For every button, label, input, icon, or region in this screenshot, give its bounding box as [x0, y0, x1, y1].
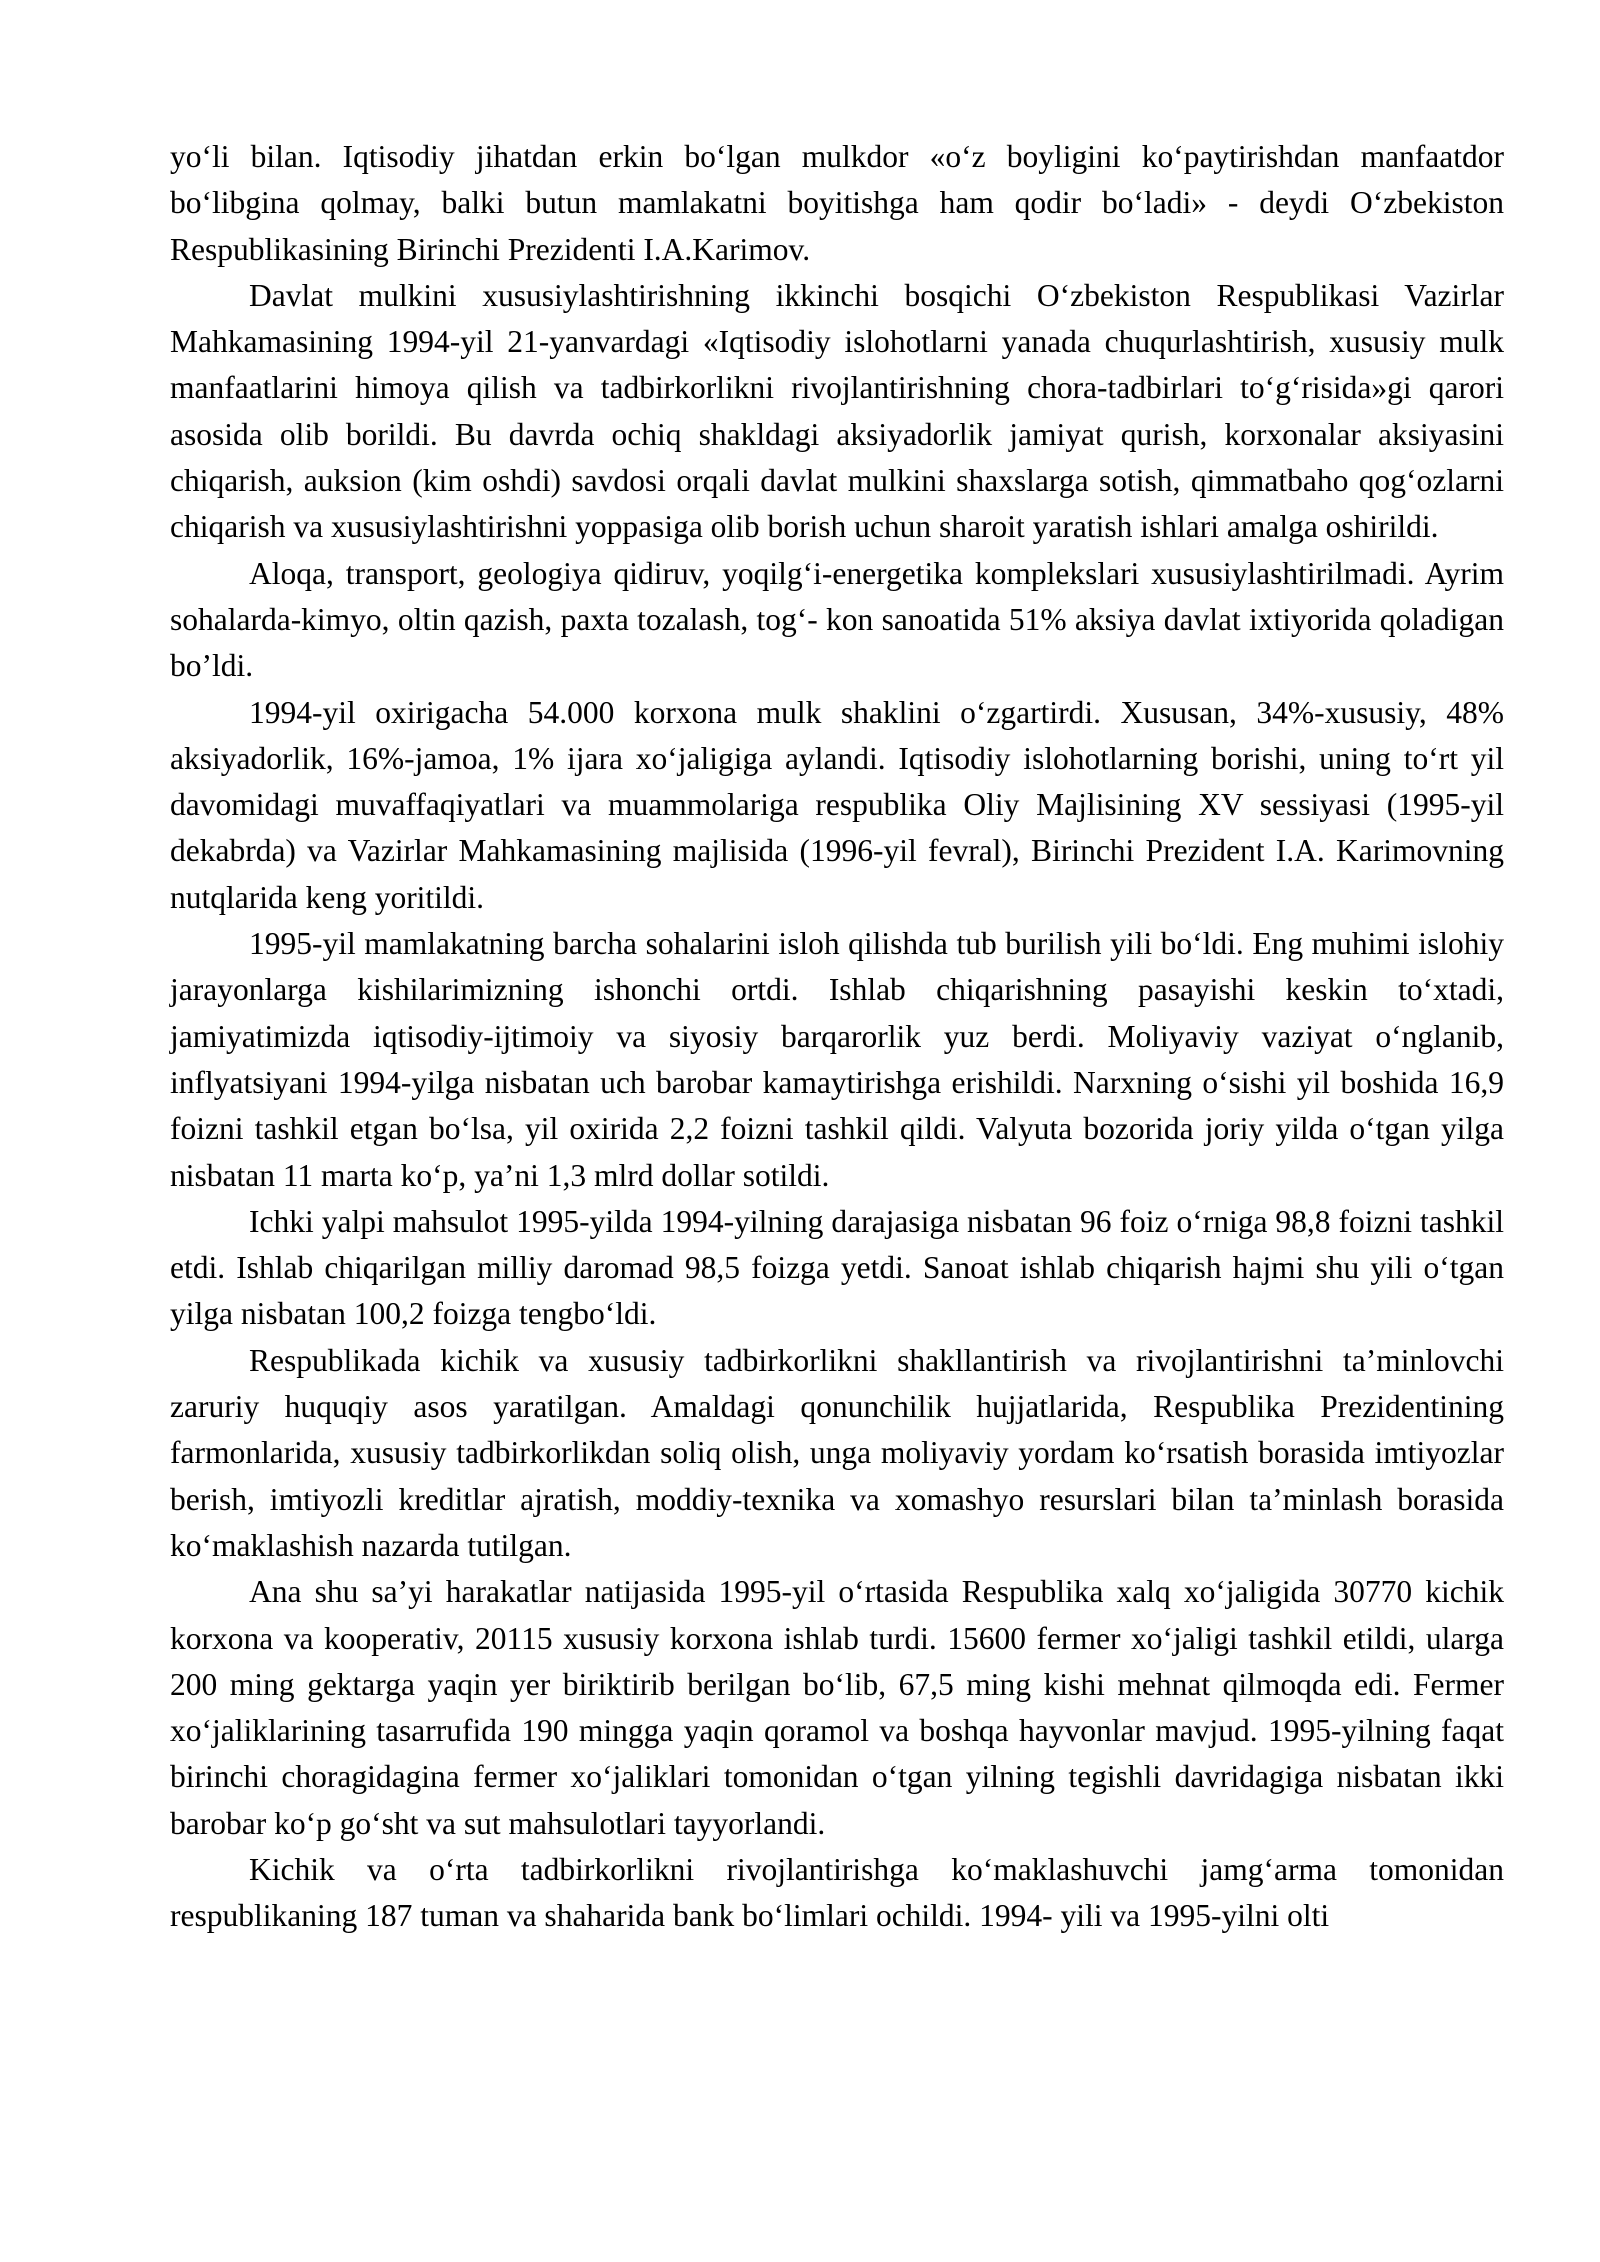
paragraph-gdp-1995: Ichki yalpi mahsulot 1995-yilda 1994-yilning darajasiga nisbatan 96 foiz o‘rniga 98,8 foizni tashkil etdi. Ishlab chiqarilgan milliy daromad 98,5 foizga yetdi. Sanoat ishlab chiqarish hajmi shu yili o‘tgan yilga nisbatan 100,2 foizga tengbo‘ldi. [170, 1203, 1504, 1332]
paragraph-support-fund: Kichik va o‘rta tadbirkorlikni rivojlantirishga ko‘maklashuvchi jamg‘arma tomonidan respublikaning 187 tuman va shaharida bank bo‘limlari ochildi. 1994- yili va 1995-yilni olti [170, 1851, 1504, 1934]
paragraph-continuation: yo‘li bilan. Iqtisodiy jihatdan erkin bo‘lgan mulkdor «o‘z boyligini ko‘paytirishdan manfaatdor bo‘libgina qolmay, balki butun mamlakatni boyitishga ham qodir bo‘ladi» - deydi O‘zbekiston Respublikasining Birinchi Prezidenti I.A.Karimov. [170, 139, 1504, 267]
paragraph-small-business-results: Ana shu sa’yi harakatlar natijasida 1995-yil o‘rtasida Respublika xalq xo‘jaligida 30770 kichik korxona va kooperativ, 20115 xususiy korxona ishlab turdi. 15600 fermer xo‘jaligi tashkil etildi, ularga 200 ming gektarga yaqin yer biriktirib berilgan bo‘lib, 67,5 ming kishi mehnat qilmoqda edi. Fermer xo‘jaliklarining tasarrufida 190 mingga yaqin qoramol va boshqa hayvonlar mavjud. 1995-yilning faqat birinchi choragidagina fermer xo‘jaliklari tomonidan o‘tgan yilning tegishli davridagiga nisbatan ikki barobar ko‘p go‘sht va sut mahsulotlari tayyorlandi. [170, 1574, 1504, 1841]
paragraph-legal-basis: Respublikada kichik va xususiy tadbirkorlikni shakllantirish va rivojlantirishni ta’minlovchi zaruriy huquqiy asos yaratilgan. Amaldagi qonunchilik hujjatlarida, Respublika Prezidentining farmonlarida, xususiy tadbirkorlikdan soliq olish, unga moliyaviy yordam ko‘rsatish borasida imtiyozlar berish, imtiyozli kreditlar ajratish, moddiy-texnika va xomashyo resurslari bilan ta’minlash borasida ko‘maklashish nazarda tutilgan. [170, 1342, 1504, 1563]
paragraph-privatization-second-stage: Davlat mulkini xususiylashtirishning ikkinchi bosqichi O‘zbekiston Respublikasi Vazirlar Mahkamasining 1994-yil 21-yanvardagi «Iqtisodiy islohotlarni yanada chuqurlashtirish, xususiy mulk manfaatlarini himoya qilish va tadbirkorlikni rivojlantirishning chora-tadbirlari to‘g‘risida»gi qarori asosida olib borildi. Bu davrda ochiq shakldagi aksiyadorlik jamiyat qurish, korxonalar aksiyasini chiqarish, auksion (kim oshdi) savdosi orqali davlat mulkini shaxslarga sotish, qimmatbaho qog‘ozlarni chiqarish va xususiylashtirishni yoppasiga olib borish uchun sharoit yaratish ishlari amalga oshirildi. [170, 277, 1504, 545]
paragraph-1995-turning-point: 1995-yil mamlakatning barcha sohalarini isloh qilishda tub burilish yili bo‘ldi. Eng muhimi islohiy jarayonlarga kishilarimizning ishonchi ortdi. Ishlab chiqarishning pasayishi keskin to‘xtadi, jamiyatimizda iqtisodiy-ijtimoiy va siyosiy barqarorlik yuz berdi. Moliyaviy vaziyat o‘nglanib, inflyatsiyani 1994-yilga nisbatan uch barobar kamaytirishga erishildi. Narxning o‘sishi yil boshida 16,9 foizni tashkil etgan bo‘lsa, yil oxirida 2,2 foizni tashkil qildi. Valyuta bozorida joriy yilda o‘tgan yilga nisbatan 11 marta ko‘p, ya’ni 1,3 mlrd dollar sotildi. [170, 926, 1504, 1193]
paragraph-non-privatized-sectors: Aloqa, transport, geologiya qidiruv, yoqilg‘i-energetika komplekslari xususiylashtirilmadi. Ayrim sohalarda-kimyo, oltin qazish, paxta tozalash, tog‘- kon sanoatida 51% aksiya davlat ixtiyorida qoladigan bo’ldi. [170, 555, 1504, 684]
paragraph-1994-ownership-change: 1994-yil oxirigacha 54.000 korxona mulk shaklini o‘zgartirdi. Xususan, 34%-xususiy, 48% aksiyadorlik, 16%-jamoa, 1% ijara xo‘jaligiga aylandi. Iqtisodiy islohotlarning borishi, uning to‘rt yil davomidagi muvaffaqiyatlari va muammolariga respublika Oliy Majlisining XV sessiyasi (1995-yil dekabrda) va Vazirlar Mahkamasining majlisida (1996-yil fevral), Birinchi Prezident I.A. Karimovning nutqlarida keng yoritildi. [170, 694, 1504, 915]
document-page [170, 134, 1504, 1940]
